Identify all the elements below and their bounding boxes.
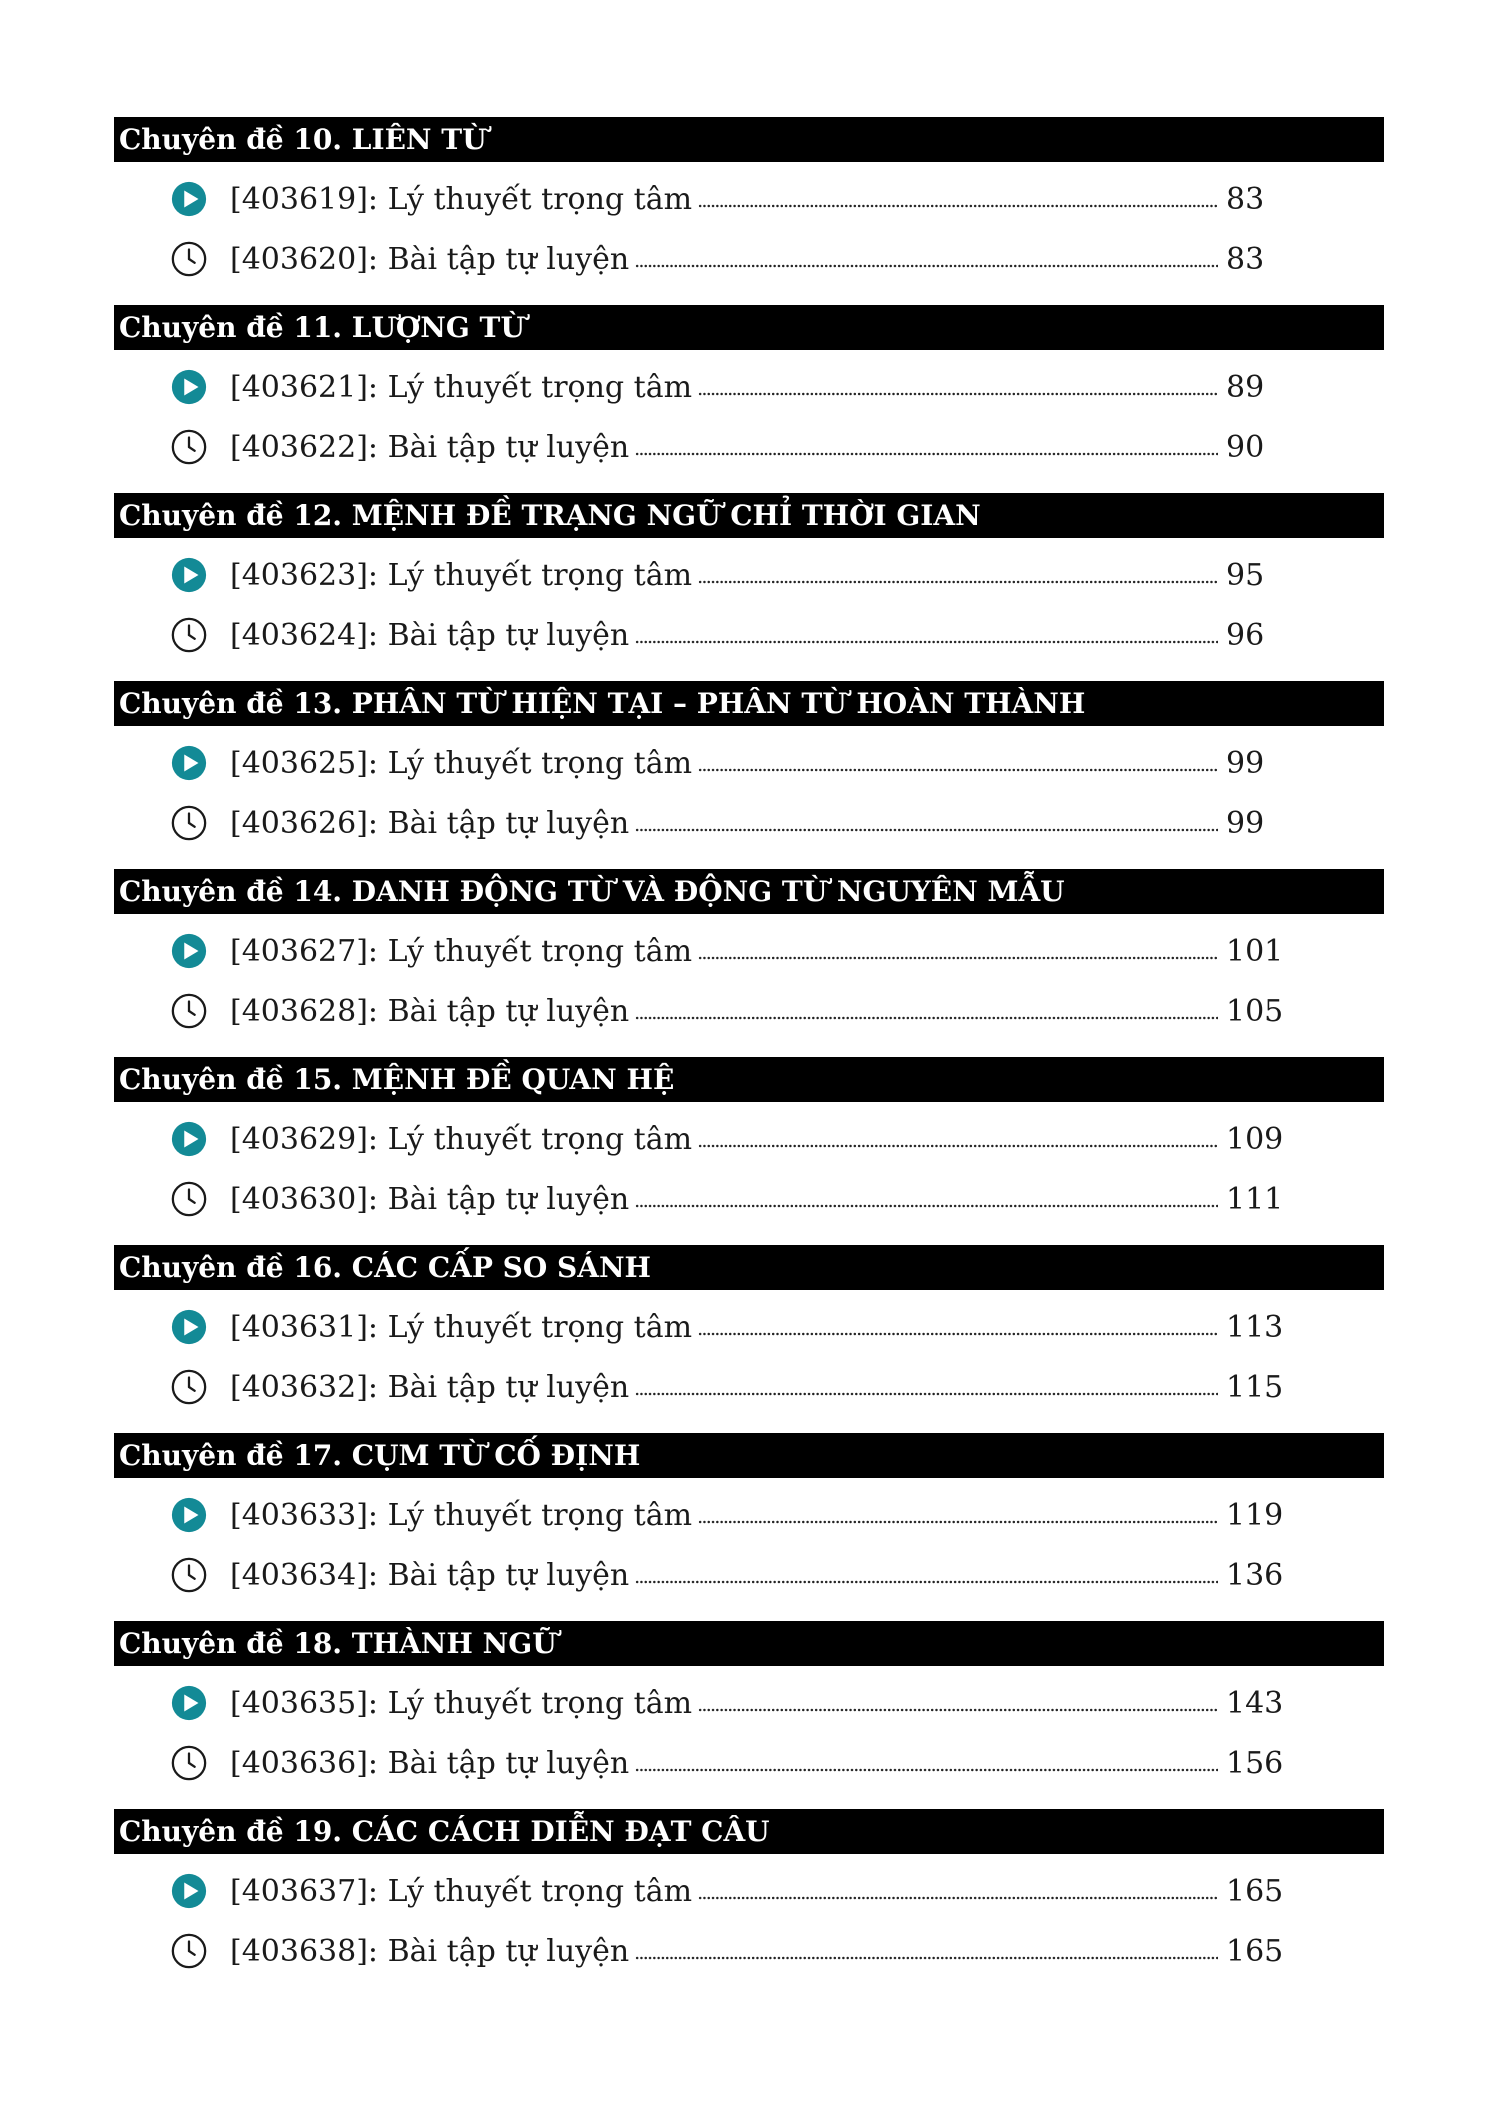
entry-label: [403636]: Bài tập tự luyện bbox=[230, 1745, 630, 1781]
dot-leader bbox=[698, 1143, 1218, 1149]
page-number: 95 bbox=[1226, 557, 1265, 593]
toc-entry[interactable] bbox=[170, 613, 1290, 657]
dot-leader bbox=[698, 955, 1218, 961]
play-circle-icon bbox=[170, 1496, 208, 1534]
dot-leader bbox=[635, 827, 1218, 833]
section-header: Chuyên đề 14. DANH ĐỘNG TỪ VÀ ĐỘNG TỪ NGUYÊN MẪU bbox=[114, 869, 1384, 914]
clock-icon bbox=[170, 1368, 208, 1406]
play-circle-icon bbox=[170, 180, 208, 218]
dot-leader bbox=[635, 1579, 1218, 1585]
toc-entry[interactable] bbox=[170, 1177, 1290, 1221]
entry-label: [403619]: Lý thuyết trọng tâm bbox=[230, 181, 693, 217]
clock-icon bbox=[170, 992, 208, 1030]
dot-leader bbox=[635, 1203, 1218, 1209]
entry-label: [403637]: Lý thuyết trọng tâm bbox=[230, 1873, 693, 1909]
dot-leader bbox=[698, 203, 1218, 209]
page-number: 119 bbox=[1226, 1497, 1284, 1533]
dot-leader bbox=[698, 1331, 1218, 1337]
toc-entry[interactable] bbox=[170, 425, 1290, 469]
entry-label: [403622]: Bài tập tự luyện bbox=[230, 429, 630, 465]
section-header: Chuyên đề 15. MỆNH ĐỀ QUAN HỆ bbox=[114, 1057, 1384, 1102]
play-circle-icon bbox=[170, 556, 208, 594]
toc-entry[interactable] bbox=[170, 1869, 1290, 1913]
toc-section bbox=[114, 1809, 1384, 1997]
dot-leader bbox=[698, 391, 1218, 397]
page-number: 156 bbox=[1226, 1745, 1284, 1781]
page-number: 89 bbox=[1226, 369, 1265, 405]
toc-entry[interactable] bbox=[170, 365, 1290, 409]
clock-icon bbox=[170, 1556, 208, 1594]
toc-entry[interactable] bbox=[170, 1681, 1290, 1725]
toc-entry[interactable] bbox=[170, 1741, 1290, 1785]
dot-leader bbox=[698, 1707, 1218, 1713]
toc-section bbox=[114, 869, 1384, 1057]
entry-label: [403628]: Bài tập tự luyện bbox=[230, 993, 630, 1029]
section-header: Chuyên đề 19. CÁC CÁCH DIỄN ĐẠT CÂU bbox=[114, 1809, 1384, 1854]
dot-leader bbox=[635, 1391, 1218, 1397]
play-circle-icon bbox=[170, 368, 208, 406]
play-circle-icon bbox=[170, 744, 208, 782]
entry-label: [403632]: Bài tập tự luyện bbox=[230, 1369, 630, 1405]
page-number: 101 bbox=[1226, 933, 1284, 969]
dot-leader bbox=[635, 1955, 1218, 1961]
section-header: Chuyên đề 13. PHÂN TỪ HIỆN TẠI – PHÂN TỪ HOÀN THÀNH bbox=[114, 681, 1384, 726]
page-number: 165 bbox=[1226, 1933, 1284, 1969]
page-number: 99 bbox=[1226, 805, 1265, 841]
toc-entry[interactable] bbox=[170, 1493, 1290, 1537]
entry-label: [403635]: Lý thuyết trọng tâm bbox=[230, 1685, 693, 1721]
page-number: 99 bbox=[1226, 745, 1265, 781]
toc-section bbox=[114, 1057, 1384, 1245]
section-header: Chuyên đề 10. LIÊN TỪ bbox=[114, 117, 1384, 162]
dot-leader bbox=[698, 1895, 1218, 1901]
clock-icon bbox=[170, 1932, 208, 1970]
page-number: 83 bbox=[1226, 241, 1265, 277]
entry-label: [403633]: Lý thuyết trọng tâm bbox=[230, 1497, 693, 1533]
page-number: 111 bbox=[1226, 1181, 1284, 1217]
table-of-contents bbox=[114, 117, 1384, 1997]
dot-leader bbox=[635, 263, 1218, 269]
dot-leader bbox=[635, 639, 1218, 645]
toc-entry[interactable] bbox=[170, 1929, 1290, 1973]
entry-label: [403624]: Bài tập tự luyện bbox=[230, 617, 630, 653]
clock-icon bbox=[170, 1180, 208, 1218]
toc-entry[interactable] bbox=[170, 1305, 1290, 1349]
page-number: 115 bbox=[1226, 1369, 1284, 1405]
entry-label: [403623]: Lý thuyết trọng tâm bbox=[230, 557, 693, 593]
page-number: 105 bbox=[1226, 993, 1284, 1029]
dot-leader bbox=[698, 579, 1218, 585]
page-number: 90 bbox=[1226, 429, 1265, 465]
page-number: 143 bbox=[1226, 1685, 1284, 1721]
toc-entry[interactable] bbox=[170, 237, 1290, 281]
toc-section bbox=[114, 117, 1384, 305]
toc-entry[interactable] bbox=[170, 929, 1290, 973]
entry-label: [403621]: Lý thuyết trọng tâm bbox=[230, 369, 693, 405]
toc-entry[interactable] bbox=[170, 989, 1290, 1033]
section-header: Chuyên đề 16. CÁC CẤP SO SÁNH bbox=[114, 1245, 1384, 1290]
entry-label: [403638]: Bài tập tự luyện bbox=[230, 1933, 630, 1969]
section-header: Chuyên đề 12. MỆNH ĐỀ TRẠNG NGỮ CHỈ THỜI GIAN bbox=[114, 493, 1384, 538]
entry-label: [403625]: Lý thuyết trọng tâm bbox=[230, 745, 693, 781]
entry-label: [403627]: Lý thuyết trọng tâm bbox=[230, 933, 693, 969]
clock-icon bbox=[170, 616, 208, 654]
clock-icon bbox=[170, 804, 208, 842]
section-header: Chuyên đề 11. LƯỢNG TỪ bbox=[114, 305, 1384, 350]
toc-entry[interactable] bbox=[170, 177, 1290, 221]
clock-icon bbox=[170, 1744, 208, 1782]
toc-entry[interactable] bbox=[170, 1553, 1290, 1597]
clock-icon bbox=[170, 428, 208, 466]
play-circle-icon bbox=[170, 932, 208, 970]
toc-section bbox=[114, 1245, 1384, 1433]
play-circle-icon bbox=[170, 1872, 208, 1910]
toc-section bbox=[114, 493, 1384, 681]
toc-entry[interactable] bbox=[170, 553, 1290, 597]
entry-label: [403620]: Bài tập tự luyện bbox=[230, 241, 630, 277]
page-number: 109 bbox=[1226, 1121, 1284, 1157]
play-circle-icon bbox=[170, 1120, 208, 1158]
play-circle-icon bbox=[170, 1308, 208, 1346]
entry-label: [403626]: Bài tập tự luyện bbox=[230, 805, 630, 841]
toc-section bbox=[114, 1621, 1384, 1809]
page-number: 113 bbox=[1226, 1309, 1284, 1345]
dot-leader bbox=[635, 451, 1218, 457]
toc-entry[interactable] bbox=[170, 1117, 1290, 1161]
toc-section bbox=[114, 1433, 1384, 1621]
page-number: 136 bbox=[1226, 1557, 1284, 1593]
entry-label: [403634]: Bài tập tự luyện bbox=[230, 1557, 630, 1593]
clock-icon bbox=[170, 240, 208, 278]
dot-leader bbox=[635, 1015, 1218, 1021]
dot-leader bbox=[635, 1767, 1218, 1773]
entry-label: [403629]: Lý thuyết trọng tâm bbox=[230, 1121, 693, 1157]
play-circle-icon bbox=[170, 1684, 208, 1722]
toc-section bbox=[114, 681, 1384, 869]
toc-entry[interactable] bbox=[170, 741, 1290, 785]
page-number: 83 bbox=[1226, 181, 1265, 217]
page-number: 96 bbox=[1226, 617, 1265, 653]
toc-section bbox=[114, 305, 1384, 493]
entry-label: [403630]: Bài tập tự luyện bbox=[230, 1181, 630, 1217]
section-header: Chuyên đề 17. CỤM TỪ CỐ ĐỊNH bbox=[114, 1433, 1384, 1478]
section-header: Chuyên đề 18. THÀNH NGỮ bbox=[114, 1621, 1384, 1666]
dot-leader bbox=[698, 767, 1218, 773]
dot-leader bbox=[698, 1519, 1218, 1525]
page-number: 165 bbox=[1226, 1873, 1284, 1909]
toc-entry[interactable] bbox=[170, 1365, 1290, 1409]
entry-label: [403631]: Lý thuyết trọng tâm bbox=[230, 1309, 693, 1345]
toc-entry[interactable] bbox=[170, 801, 1290, 845]
